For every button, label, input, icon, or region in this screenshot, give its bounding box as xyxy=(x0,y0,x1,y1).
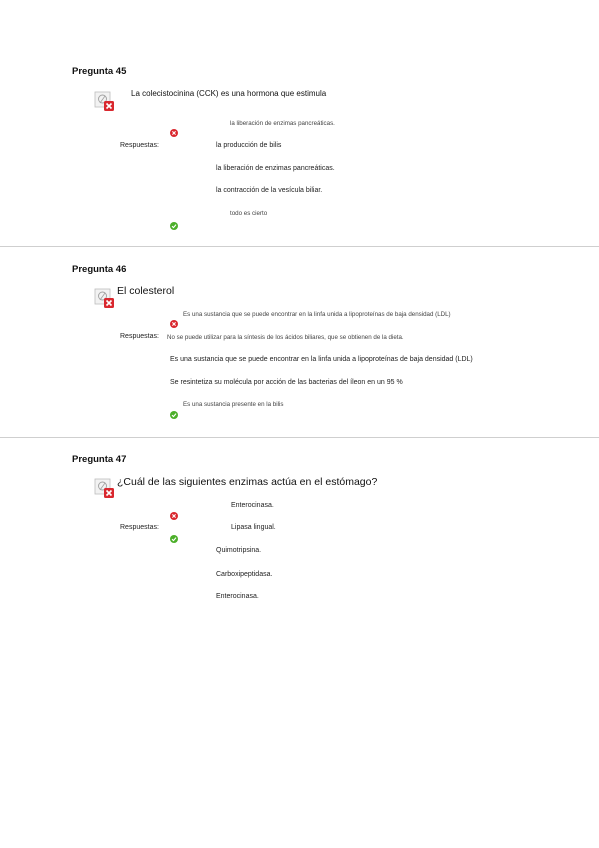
correct-answer-45: todo es cierto xyxy=(230,210,268,217)
answer-option-47-3: Carboxipeptidasa. xyxy=(216,571,273,578)
selected-answer-46: Es una sustancia que se puede encontrar en la linfa unida a lipoproteínas de baja densidad (LDL) xyxy=(183,311,451,318)
answer-option-46-3: Se resintetiza su molécula por acción de las bacterias del íleon en un 95 % xyxy=(170,379,403,386)
correct-answer-47: Lipasa lingual. xyxy=(231,524,276,531)
incorrect-question-icon xyxy=(94,478,116,500)
question-title-45: Pregunta 45 xyxy=(72,66,127,77)
answers-label-45: Respuestas: xyxy=(120,142,159,149)
selected-answer-47: Enterocinasa. xyxy=(231,502,274,509)
incorrect-question-icon xyxy=(94,91,116,113)
answer-option-46-2: Es una sustancia que se puede encontrar en la linfa unida a lipoproteínas de baja densidad (LDL) xyxy=(170,356,473,363)
correct-icon xyxy=(170,535,178,543)
answer-option-45-2: la liberación de enzimas pancreáticas. xyxy=(216,165,335,172)
answer-option-47-4: Enterocinasa. xyxy=(216,593,259,600)
question-title-46: Pregunta 46 xyxy=(72,264,127,275)
wrong-icon xyxy=(170,320,178,328)
selected-answer-45: la liberación de enzimas pancreáticas. xyxy=(230,120,335,127)
wrong-icon xyxy=(170,129,178,137)
question-stem-46: El colesterol xyxy=(117,285,175,297)
answers-label-47: Respuestas: xyxy=(120,524,159,531)
correct-answer-46: Es una sustancia presente en la bilis xyxy=(183,401,284,408)
answer-option-47-2: Quimotripsina. xyxy=(216,547,262,554)
wrong-icon xyxy=(170,512,178,520)
incorrect-question-icon xyxy=(94,288,116,310)
answer-option-46-1: No se puede utilizar para la síntesis de los ácidos biliares, que se obtienen de la dieta. xyxy=(167,334,404,341)
question-title-47: Pregunta 47 xyxy=(72,454,127,465)
question-stem-45: La colecistocinina (CCK) es una hormona que estimula xyxy=(131,89,327,98)
divider xyxy=(0,437,599,438)
correct-icon xyxy=(170,222,178,230)
answers-label-46: Respuestas: xyxy=(120,333,159,340)
correct-icon xyxy=(170,411,178,419)
question-stem-47: ¿Cuál de las siguientes enzimas actúa en el estómago? xyxy=(117,476,378,488)
answer-option-45-3: la contracción de la vesícula biliar. xyxy=(216,187,323,194)
divider xyxy=(0,246,599,247)
answer-option-45-1: la producción de bilis xyxy=(216,142,282,149)
